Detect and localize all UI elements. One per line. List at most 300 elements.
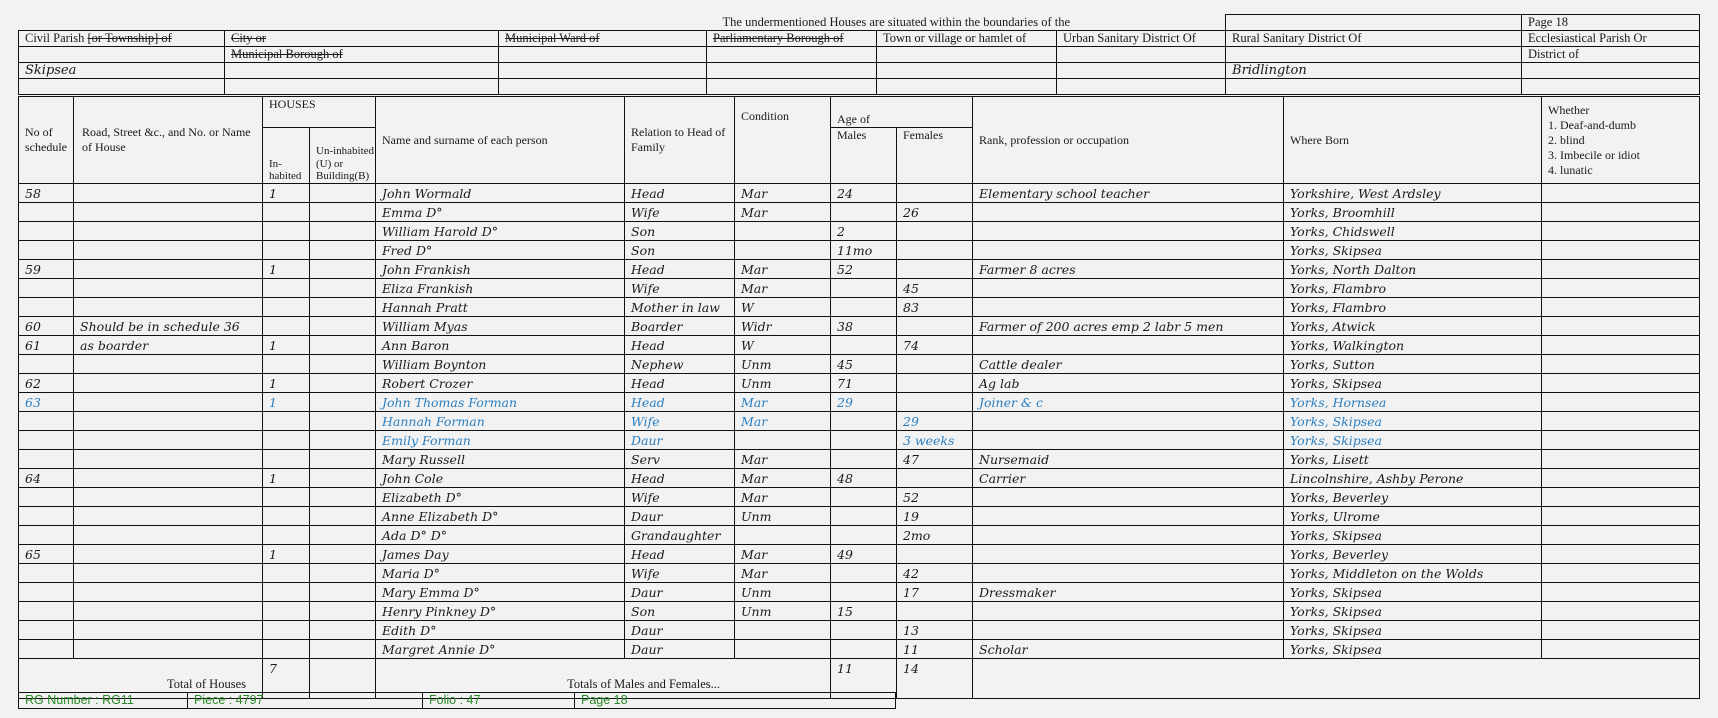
where-born-cell: Yorks, Sutton <box>1284 355 1542 374</box>
road-cell <box>74 184 263 203</box>
person-name: Hannah Pratt <box>376 298 625 317</box>
occupation-cell: Farmer of 200 acres emp 2 labr 5 men <box>973 317 1284 336</box>
rural-value: Bridlington <box>1226 63 1522 79</box>
person-name: Henry Pinkney D° <box>376 602 625 621</box>
where-born-cell: Yorks, Skipsea <box>1284 621 1542 640</box>
person-name: Fred D° <box>376 241 625 260</box>
schedule-cell <box>19 583 74 602</box>
where-born-cell: Yorks, Walkington <box>1284 336 1542 355</box>
where-born-cell: Yorks, Beverley <box>1284 545 1542 564</box>
uninhabited-cell <box>310 602 376 621</box>
inhabited-cell <box>263 203 310 222</box>
person-name: John Thomas Forman <box>376 393 625 412</box>
total-houses-value: 7 <box>263 659 310 699</box>
schedule-cell <box>19 507 74 526</box>
table-row <box>19 526 1700 545</box>
condition-cell: Unm <box>735 355 831 374</box>
inhabited-cell <box>263 222 310 241</box>
inhabited-cell <box>263 412 310 431</box>
inhabited-cell <box>263 621 310 640</box>
road-cell <box>74 564 263 583</box>
condition-cell: Mar <box>735 184 831 203</box>
total-males-value: 11 <box>831 659 897 699</box>
male-age <box>831 298 897 317</box>
condition-cell: Widr <box>735 317 831 336</box>
condition-cell <box>735 431 831 450</box>
person-name: William Myas <box>376 317 625 336</box>
town-label: Town or village or hamlet of <box>877 31 1057 47</box>
condition-cell: Mar <box>735 412 831 431</box>
uninhabited-cell <box>310 317 376 336</box>
road-cell <box>74 545 263 564</box>
where-born-cell: Yorks, Hornsea <box>1284 393 1542 412</box>
page-number: Page 18 <box>1522 15 1700 31</box>
civil-parish-blank <box>19 47 225 63</box>
civil-parish-label: Civil Parish [or Township] of <box>19 31 225 47</box>
male-age: 52 <box>831 260 897 279</box>
condition-cell: W <box>735 298 831 317</box>
where-born-cell: Yorks, Skipsea <box>1284 374 1542 393</box>
table-row <box>19 545 1700 564</box>
where-born-cell: Yorks, Middleton on the Wolds <box>1284 564 1542 583</box>
inhabited-cell: 1 <box>263 336 310 355</box>
where-born-cell: Yorkshire, West Ardsley <box>1284 184 1542 203</box>
occupation-cell: Scholar <box>973 640 1284 659</box>
uninhabited-cell <box>310 469 376 488</box>
person-name: James Day <box>376 545 625 564</box>
female-age: 74 <box>897 336 973 355</box>
col-relation: Relation to Head of Family <box>625 97 735 184</box>
whether-cell <box>1542 640 1700 659</box>
table-row <box>19 621 1700 640</box>
whether-cell <box>1542 241 1700 260</box>
uninhabited-cell <box>310 203 376 222</box>
whether-cell <box>1542 526 1700 545</box>
road-cell <box>74 412 263 431</box>
road-cell <box>74 298 263 317</box>
relation-cell: Nephew <box>625 355 735 374</box>
condition-cell: Mar <box>735 203 831 222</box>
civil-parish-value: Skipsea <box>19 63 225 79</box>
condition-cell: Mar <box>735 469 831 488</box>
occupation-cell <box>973 412 1284 431</box>
female-age: 42 <box>897 564 973 583</box>
parliamentary-label: Parliamentary Borough of <box>707 31 877 47</box>
inhabited-cell <box>263 279 310 298</box>
whether-cell <box>1542 583 1700 602</box>
uninhabited-cell <box>310 279 376 298</box>
condition-cell <box>735 241 831 260</box>
rg-number: RG Number : RG11 <box>19 693 188 708</box>
condition-cell: Mar <box>735 488 831 507</box>
relation-cell: Daur <box>625 431 735 450</box>
table-row <box>19 317 1700 336</box>
where-born-cell: Yorks, Skipsea <box>1284 583 1542 602</box>
male-age: 49 <box>831 545 897 564</box>
where-born-cell: Yorks, Chidswell <box>1284 222 1542 241</box>
male-age <box>831 583 897 602</box>
road-cell <box>74 602 263 621</box>
inhabited-cell: 1 <box>263 260 310 279</box>
uninhabited-cell <box>310 640 376 659</box>
occupation-cell <box>973 241 1284 260</box>
male-age: 2 <box>831 222 897 241</box>
relation-cell: Son <box>625 241 735 260</box>
male-age <box>831 507 897 526</box>
inhabited-cell <box>263 507 310 526</box>
total-houses-label: Total of Houses <box>19 659 263 699</box>
relation-cell: Son <box>625 222 735 241</box>
relation-cell: Boarder <box>625 317 735 336</box>
footer-page: Page 18 <box>581 693 628 707</box>
uninhabited-cell <box>310 488 376 507</box>
road-cell <box>74 431 263 450</box>
male-age <box>831 526 897 545</box>
female-age: 11 <box>897 640 973 659</box>
occupation-cell: Carrier <box>973 469 1284 488</box>
person-name: William Harold D° <box>376 222 625 241</box>
female-age: 19 <box>897 507 973 526</box>
col-inhabited: In-habited <box>263 128 310 184</box>
relation-cell: Wife <box>625 564 735 583</box>
road-cell <box>74 526 263 545</box>
relation-cell: Daur <box>625 640 735 659</box>
road-cell <box>74 279 263 298</box>
occupation-cell: Ag lab <box>973 374 1284 393</box>
schedule-cell <box>19 222 74 241</box>
condition-cell: Unm <box>735 507 831 526</box>
person-name: Robert Crozer <box>376 374 625 393</box>
road-cell <box>74 260 263 279</box>
female-age: 45 <box>897 279 973 298</box>
person-name: William Boynton <box>376 355 625 374</box>
schedule-cell: 59 <box>19 260 74 279</box>
occupation-cell <box>973 507 1284 526</box>
uninhabited-cell <box>310 450 376 469</box>
female-age <box>897 469 973 488</box>
where-born-cell: Yorks, Flambro <box>1284 279 1542 298</box>
inhabited-cell <box>263 431 310 450</box>
male-age <box>831 488 897 507</box>
ward-label: Municipal Ward of <box>499 31 707 47</box>
whether-cell <box>1542 279 1700 298</box>
inhabited-cell: 1 <box>263 393 310 412</box>
table-row <box>19 279 1700 298</box>
col-females: Females <box>897 128 973 184</box>
schedule-cell: 61 <box>19 336 74 355</box>
condition-cell: Unm <box>735 374 831 393</box>
schedule-cell <box>19 241 74 260</box>
female-age: 17 <box>897 583 973 602</box>
male-age <box>831 279 897 298</box>
road-cell <box>74 374 263 393</box>
whether-cell <box>1542 298 1700 317</box>
female-age: 3 weeks <box>897 431 973 450</box>
header-blank <box>1226 15 1522 31</box>
schedule-cell: 65 <box>19 545 74 564</box>
schedule-cell <box>19 298 74 317</box>
whether-cell <box>1542 564 1700 583</box>
table-row <box>19 469 1700 488</box>
female-age: 26 <box>897 203 973 222</box>
col-whether: Whether 1. Deaf-and-dumb 2. blind 3. Imbecile or idiot 4. lunatic <box>1542 97 1700 184</box>
relation-cell: Head <box>625 184 735 203</box>
female-age <box>897 355 973 374</box>
relation-cell: Head <box>625 336 735 355</box>
male-age <box>831 450 897 469</box>
whether-cell <box>1542 507 1700 526</box>
occupation-cell <box>973 222 1284 241</box>
female-age: 52 <box>897 488 973 507</box>
where-born-cell: Yorks, Broomhill <box>1284 203 1542 222</box>
person-name: John Wormald <box>376 184 625 203</box>
inhabited-cell <box>263 450 310 469</box>
schedule-cell <box>19 621 74 640</box>
inhabited-cell <box>263 355 310 374</box>
census-rows <box>19 184 1700 659</box>
table-row <box>19 222 1700 241</box>
person-name: Hannah Forman <box>376 412 625 431</box>
table-row <box>19 184 1700 203</box>
where-born-cell: Yorks, Lisett <box>1284 450 1542 469</box>
condition-cell <box>735 621 831 640</box>
road-cell <box>74 203 263 222</box>
relation-cell: Wife <box>625 412 735 431</box>
female-age <box>897 374 973 393</box>
total-females-value: 14 <box>897 659 973 699</box>
occupation-cell <box>973 336 1284 355</box>
occupation-cell <box>973 203 1284 222</box>
schedule-cell <box>19 412 74 431</box>
table-row <box>19 203 1700 222</box>
where-born-cell: Yorks, North Dalton <box>1284 260 1542 279</box>
city-label: City or <box>225 31 499 47</box>
condition-cell: Mar <box>735 393 831 412</box>
occupation-cell <box>973 488 1284 507</box>
female-age: 2mo <box>897 526 973 545</box>
person-name: Eliza Frankish <box>376 279 625 298</box>
inhabited-cell <box>263 488 310 507</box>
piece-number: Piece : 4797 <box>188 693 423 708</box>
uninhabited-cell <box>310 374 376 393</box>
relation-cell: Daur <box>625 507 735 526</box>
uninhabited-cell <box>310 336 376 355</box>
reference-footer <box>18 692 896 709</box>
ecclesiastical-label-2: District of <box>1522 47 1700 63</box>
occupation-cell <box>973 279 1284 298</box>
where-born-cell: Yorks, Skipsea <box>1284 431 1542 450</box>
schedule-cell: 58 <box>19 184 74 203</box>
male-age: 15 <box>831 602 897 621</box>
schedule-cell <box>19 526 74 545</box>
where-born-cell: Yorks, Skipsea <box>1284 526 1542 545</box>
person-name: Elizabeth D° <box>376 488 625 507</box>
inhabited-cell <box>263 640 310 659</box>
condition-cell: Unm <box>735 583 831 602</box>
table-row <box>19 507 1700 526</box>
col-name: Name and surname of each person <box>376 97 625 184</box>
relation-cell: Head <box>625 260 735 279</box>
road-cell <box>74 640 263 659</box>
whether-cell <box>1542 545 1700 564</box>
uninhabited-cell <box>310 260 376 279</box>
where-born-cell: Yorks, Ulrome <box>1284 507 1542 526</box>
schedule-cell: 62 <box>19 374 74 393</box>
table-row <box>19 431 1700 450</box>
where-born-cell: Yorks, Skipsea <box>1284 602 1542 621</box>
col-age-of: Age of <box>831 97 973 128</box>
col-occupation: Rank, profession or occupation <box>973 97 1284 184</box>
occupation-cell <box>973 564 1284 583</box>
female-age <box>897 222 973 241</box>
condition-cell: Mar <box>735 450 831 469</box>
col-where-born: Where Born <box>1284 97 1542 184</box>
male-age: 48 <box>831 469 897 488</box>
table-row <box>19 602 1700 621</box>
schedule-cell: 63 <box>19 393 74 412</box>
condition-cell <box>735 526 831 545</box>
whether-cell <box>1542 203 1700 222</box>
condition-cell: Mar <box>735 279 831 298</box>
folio-number: Folio : 47 <box>423 693 575 708</box>
male-age: 71 <box>831 374 897 393</box>
uninhabited-cell <box>310 355 376 374</box>
female-age <box>897 602 973 621</box>
inhabited-cell <box>263 583 310 602</box>
uninhabited-cell <box>310 431 376 450</box>
inhabited-cell <box>263 526 310 545</box>
occupation-cell: Elementary school teacher <box>973 184 1284 203</box>
female-age: 83 <box>897 298 973 317</box>
schedule-cell: 60 <box>19 317 74 336</box>
whether-cell <box>1542 450 1700 469</box>
person-name: John Cole <box>376 469 625 488</box>
col-uninhabited: Un-inhabited (U) or Building(B) <box>310 128 376 184</box>
where-born-cell: Yorks, Skipsea <box>1284 640 1542 659</box>
occupation-cell <box>973 602 1284 621</box>
male-age: 38 <box>831 317 897 336</box>
schedule-cell <box>19 564 74 583</box>
occupation-cell <box>973 431 1284 450</box>
borough-label: Municipal Borough of <box>225 47 499 63</box>
total-persons-label: Totals of Males and Females... <box>376 659 831 699</box>
relation-cell: Head <box>625 393 735 412</box>
road-cell <box>74 583 263 602</box>
schedule-cell <box>19 450 74 469</box>
female-age: 29 <box>897 412 973 431</box>
road-cell: Should be in schedule 36 <box>74 317 263 336</box>
col-houses: HOUSES <box>263 97 376 128</box>
col-condition: Condition <box>735 97 831 184</box>
person-name: Mary Emma D° <box>376 583 625 602</box>
table-row <box>19 260 1700 279</box>
where-born-cell: Yorks, Skipsea <box>1284 412 1542 431</box>
uninhabited-cell <box>310 583 376 602</box>
uninhabited-cell <box>310 184 376 203</box>
road-cell <box>74 469 263 488</box>
table-row <box>19 336 1700 355</box>
uninhabited-cell <box>310 621 376 640</box>
person-name: John Frankish <box>376 260 625 279</box>
condition-cell: Unm <box>735 602 831 621</box>
female-age <box>897 393 973 412</box>
inhabited-cell <box>263 298 310 317</box>
schedule-cell <box>19 279 74 298</box>
person-name: Emily Forman <box>376 431 625 450</box>
uninhabited-cell <box>310 545 376 564</box>
road-cell <box>74 507 263 526</box>
road-cell: as boarder <box>74 336 263 355</box>
male-age <box>831 431 897 450</box>
whether-cell <box>1542 317 1700 336</box>
occupation-cell: Farmer 8 acres <box>973 260 1284 279</box>
person-name: Margret Annie D° <box>376 640 625 659</box>
male-age <box>831 640 897 659</box>
road-cell <box>74 450 263 469</box>
condition-cell: Mar <box>735 260 831 279</box>
uninhabited-cell <box>310 526 376 545</box>
schedule-cell <box>19 355 74 374</box>
road-cell <box>74 393 263 412</box>
road-cell <box>74 241 263 260</box>
condition-cell <box>735 222 831 241</box>
schedule-cell <box>19 602 74 621</box>
road-cell <box>74 488 263 507</box>
whether-cell <box>1542 431 1700 450</box>
relation-cell: Wife <box>625 203 735 222</box>
relation-cell: Grandaughter <box>625 526 735 545</box>
relation-cell: Serv <box>625 450 735 469</box>
person-name: Ada D° D° <box>376 526 625 545</box>
uninhabited-cell <box>310 298 376 317</box>
table-row <box>19 583 1700 602</box>
male-age <box>831 412 897 431</box>
header-banner: The undermentioned Houses are situated within the boundaries of the <box>19 15 1226 31</box>
male-age: 29 <box>831 393 897 412</box>
condition-cell: Mar <box>735 545 831 564</box>
col-males: Males <box>831 128 897 184</box>
male-age <box>831 621 897 640</box>
male-age <box>831 336 897 355</box>
district-header-table <box>18 14 1700 95</box>
uninhabited-cell <box>310 241 376 260</box>
table-row <box>19 355 1700 374</box>
whether-cell <box>1542 488 1700 507</box>
person-name: Emma D° <box>376 203 625 222</box>
where-born-cell: Yorks, Skipsea <box>1284 241 1542 260</box>
occupation-cell: Dressmaker <box>973 583 1284 602</box>
where-born-cell: Yorks, Atwick <box>1284 317 1542 336</box>
schedule-cell <box>19 431 74 450</box>
inhabited-cell: 1 <box>263 184 310 203</box>
inhabited-cell <box>263 241 310 260</box>
urban-label: Urban Sanitary District Of <box>1057 31 1226 47</box>
occupation-cell <box>973 526 1284 545</box>
where-born-cell: Lincolnshire, Ashby Perone <box>1284 469 1542 488</box>
table-row <box>19 564 1700 583</box>
male-age <box>831 203 897 222</box>
whether-cell <box>1542 222 1700 241</box>
female-age <box>897 184 973 203</box>
male-age: 45 <box>831 355 897 374</box>
table-row <box>19 412 1700 431</box>
female-age <box>897 317 973 336</box>
uninhabited-cell <box>310 507 376 526</box>
table-row <box>19 640 1700 659</box>
inhabited-cell <box>263 602 310 621</box>
condition-cell: W <box>735 336 831 355</box>
male-age <box>831 564 897 583</box>
